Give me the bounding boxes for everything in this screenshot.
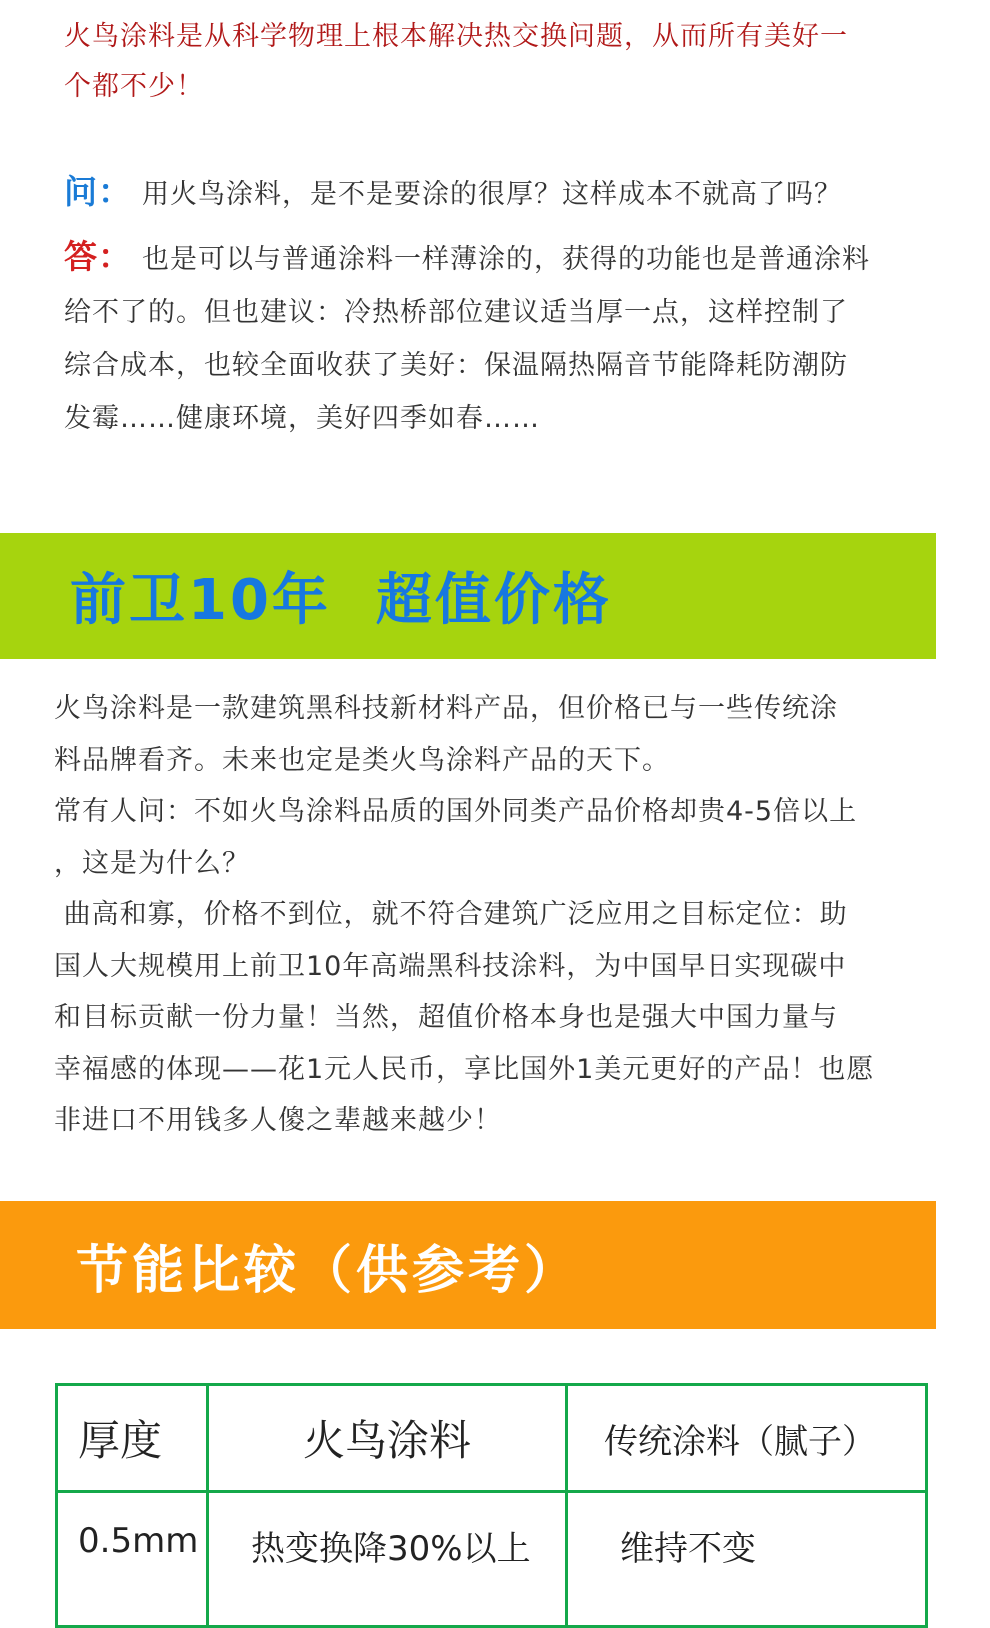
header-cell-huoniao: 火鸟涂料 bbox=[208, 1385, 567, 1492]
question-mark-label: 问： bbox=[64, 172, 132, 211]
answer-mark-label: 答： bbox=[64, 237, 132, 276]
energy-comparison-table bbox=[55, 1383, 928, 1628]
body-line: ，这是为什么？ bbox=[54, 847, 250, 879]
table-row bbox=[57, 1492, 927, 1627]
price-section-body bbox=[54, 683, 940, 1147]
table-cell: 热变换降30%以上 bbox=[208, 1492, 567, 1627]
intro-line: 火鸟涂料是从科学物理上根本解决热交换问题，从而所有美好一 bbox=[64, 21, 848, 52]
body-line: 非进口不用钱多人傻之辈越来越少！ bbox=[54, 1105, 502, 1136]
answer-line: 综合成本，也较全面收获了美好：保温隔热隔音节能降耗防潮防 bbox=[64, 350, 848, 381]
answer-line bbox=[64, 230, 944, 286]
question-text: 用火鸟涂料，是不是要涂的很厚？这样成本不就高了吗？ bbox=[142, 179, 842, 210]
body-line: 常有人问：不如火鸟涂料品质的国外同类产品价格却贵4-5倍以上 bbox=[54, 796, 858, 827]
price-section-title: 前卫10年 超值价格 bbox=[70, 568, 612, 633]
header-cell-thickness: 厚度 bbox=[57, 1385, 208, 1492]
price-section-banner bbox=[0, 533, 936, 659]
body-line: 和目标贡献一份力量！当然，超值价格本身也是强大中国力量与 bbox=[54, 1002, 838, 1033]
energy-section-banner bbox=[0, 1201, 936, 1329]
table-cell: 0.5mm bbox=[57, 1492, 208, 1627]
body-line: 料品牌看齐。未来也定是类火鸟涂料产品的天下。 bbox=[54, 744, 670, 776]
answer-text: 也是可以与普通涂料一样薄涂的，获得的功能也是普通涂料 bbox=[142, 244, 870, 275]
table-cell: 维持不变 bbox=[567, 1492, 927, 1627]
body-line: 火鸟涂料是一款建筑黑科技新材料产品，但价格已与一些传统涂 bbox=[54, 693, 838, 724]
question-row bbox=[64, 168, 944, 219]
body-line: 幸福感的体现——花1元人民币，享比国外1美元更好的产品！也愿 bbox=[54, 1053, 875, 1085]
answer-line: 发霉……健康环境，美好四季如春…… bbox=[64, 403, 540, 434]
body-line: 国人大规模用上前卫10年高端黑科技涂料，为中国早日实现碳中 bbox=[54, 950, 847, 982]
intro-paragraph bbox=[64, 12, 944, 112]
answer-line: 给不了的。但也建议：冷热桥部位建议适当厚一点，这样控制了 bbox=[64, 297, 848, 328]
header-cell-traditional: 传统涂料（腻子） bbox=[567, 1385, 927, 1492]
intro-line: 个都不少！ bbox=[64, 71, 204, 102]
answer-block bbox=[64, 230, 944, 445]
body-line: 曲高和寡，价格不到位，就不符合建筑广泛应用之目标定位：助 bbox=[54, 899, 848, 930]
energy-section-title: 节能比较（供参考） bbox=[76, 1240, 581, 1301]
table-header-row bbox=[57, 1385, 927, 1492]
